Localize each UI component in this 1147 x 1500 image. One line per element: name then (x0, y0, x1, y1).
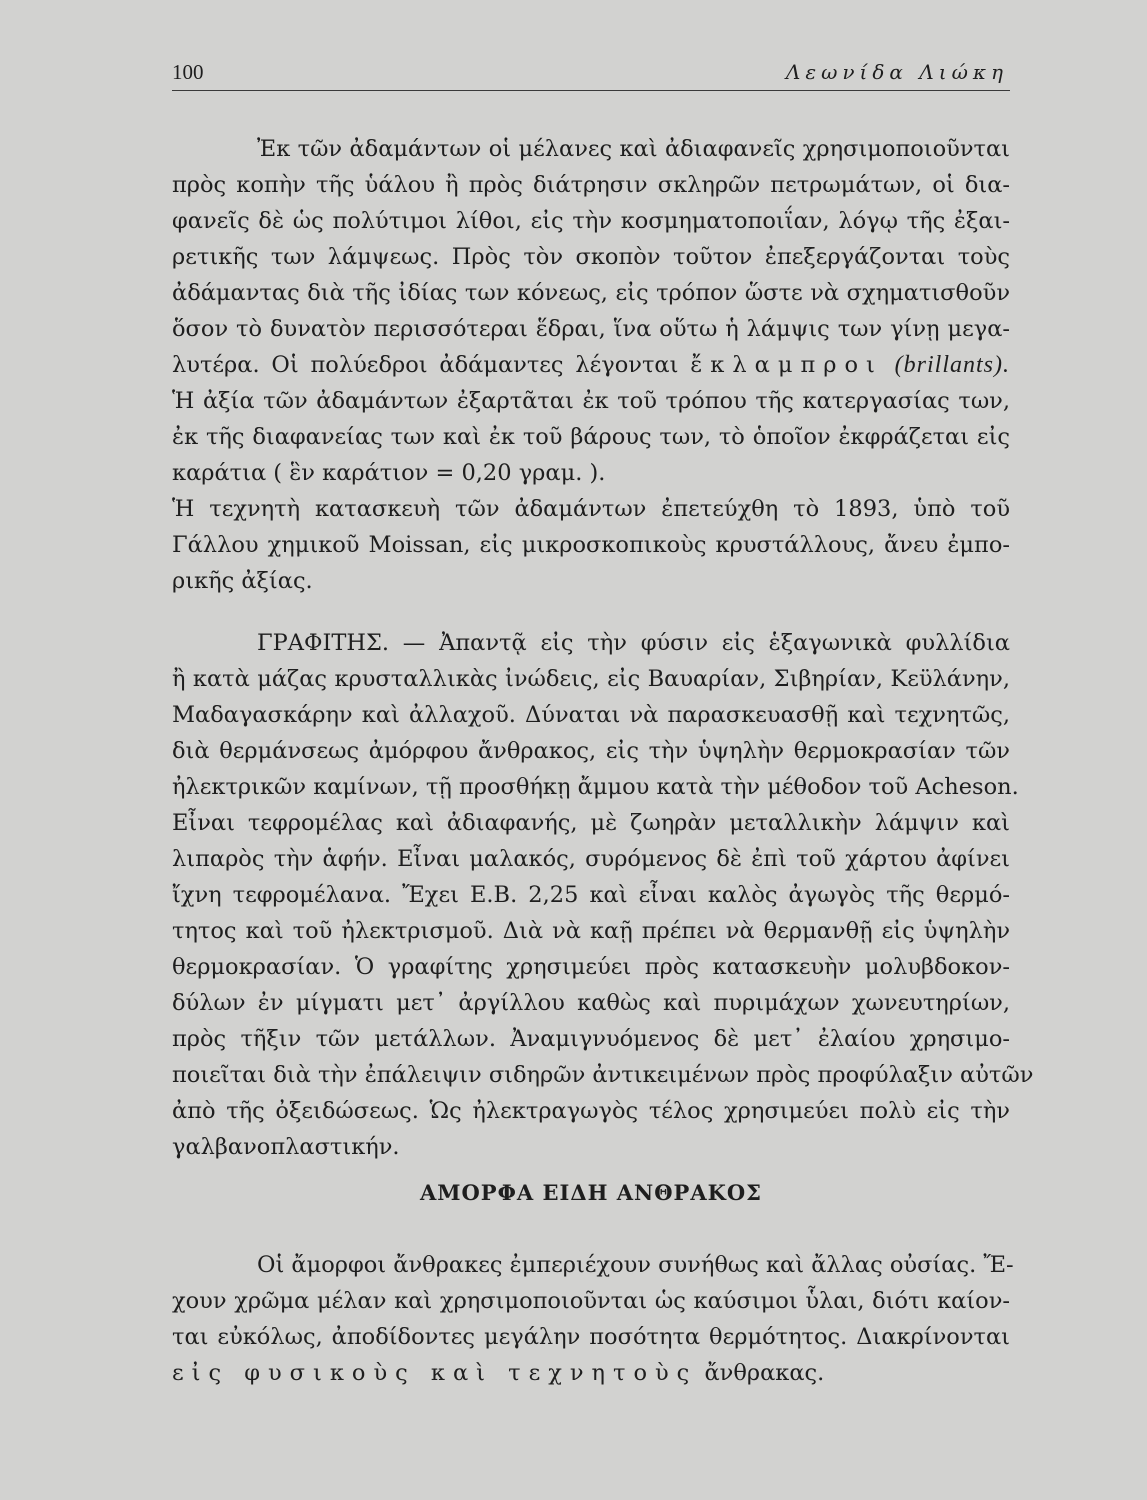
paragraph-line: ἢ κατὰ μάζας κρυσταλλικὰς ἰνώδεις, εἰς Βαυαρίαν, Σιβηρίαν, Κεϋλάνην, (172, 666, 1010, 692)
paragraph-line: Εἶναι τεφρομέλας καὶ ἀδιαφανής, μὲ ζωηρὰν μεταλλικὴν λάμψιν καὶ (172, 810, 1010, 836)
paragraph-line: χουν χρῶμα μέλαν καὶ χρησιμοποιοῦνται ὡς καύσιμοι ὗλαι, διότι καίον- (172, 1288, 1010, 1314)
paragraph-line: πρὸς κοπὴν τῆς ὑάλου ἢ πρὸς διάτρησιν σκληρῶν πετρωμάτων, οἱ δια- (172, 172, 1010, 198)
paragraph-line: Οἱ ἄμορφοι ἄνθρακες ἐμπεριέχουν συνήθως καὶ ἄλλας οὐσίας. Ἔ- (257, 1252, 1014, 1278)
paragraph-line: ἠλεκτρικῶν καμίνων, τῇ προσθήκῃ ἄμμου κατὰ τὴν μέθοδον τοῦ Acheson. (172, 774, 1019, 800)
paragraph-line: δύλων ἐν μίγματι μετ᾽ ἀργίλλου καθὼς καὶ πυριμάχων χωνευτηρίων, (172, 990, 1010, 1016)
paragraph-line: γαλβανοπλαστικήν. (172, 1134, 400, 1160)
line-text: λυτέρα. Οἱ πολύεδροι ἀδάμαντες λέγονται (172, 352, 679, 378)
paragraph-line: λιπαρὸς τὴν ἁφήν. Εἶναι μαλακός, συρόμενος δὲ ἐπὶ τοῦ χάρτου ἀφίνει (172, 846, 1010, 872)
paragraph-line: ἐκ τῆς διαφανείας των καὶ ἐκ τοῦ βάρους των, τὸ ὁποῖον ἐκφράζεται εἰς (172, 424, 1010, 450)
paragraph-line: ρικῆς ἀξίας. (172, 568, 313, 594)
line-text: ἄνθρακας. (704, 1360, 825, 1386)
paragraph-line: ποιεῖται διὰ τὴν ἐπάλειψιν σιδηρῶν ἀντικειμένων πρὸς προφύλαξιν αὐτῶν (172, 1062, 1034, 1088)
paragraph-line-brillants (172, 348, 1010, 388)
running-head: Λεωνίδα Λιώκη (785, 60, 1008, 84)
spaced-term: ἔκλαμπροι (690, 352, 883, 378)
paragraph-line: Ἐκ τῶν ἀδαμάντων οἱ μέλανες καὶ ἀδιαφανεῖς χρησιμοποιοῦνται (257, 136, 1010, 162)
paragraph-line: Μαδαγασκάρην καὶ ἀλλαχοῦ. Δύναται νὰ παρασκευασθῇ καὶ τεχνητῶς, (172, 702, 1010, 728)
paragraph-line: ΓΡΑΦΙΤΗΣ. — Ἀπαντᾷ εἰς τὴν φύσιν εἰς ἑξαγωνικὰ φυλλίδια (257, 630, 1010, 656)
paragraph-line: ἴχνη τεφρομέλανα. Ἔχει Ε.Β. 2,25 καὶ εἶναι καλὸς ἀγωγὸς τῆς θερμό- (172, 882, 1010, 908)
paragraph-line: Γάλλου χημικοῦ Moissan, εἰς μικροσκοπικοὺς κρυστάλλους, ἄνευ ἐμπο- (172, 532, 1010, 558)
paragraph-line: ἀδάμαντας διὰ τῆς ἰδίας των κόνεως, εἰς τρόπον ὥστε νὰ σχηματισθοῦν (172, 280, 1010, 306)
paragraph-line: καράτια ( ἓν καράτιον = 0,20 γραμ. ). (172, 460, 606, 486)
paragraph-line: ἀπὸ τῆς ὀξειδώσεως. Ὡς ἠλεκτραγωγὸς τέλος χρησιμεύει πολὺ εἰς τὴν (172, 1098, 1010, 1124)
paragraph-line-final (172, 1356, 1010, 1396)
paragraph-line: τητος καὶ τοῦ ἠλεκτρισμοῦ. Διὰ νὰ καῇ πρέπει νὰ θερμανθῇ εἰς ὑψηλὴν (172, 918, 1010, 944)
paragraph-line: ται εὐκόλως, ἀποδίδοντες μεγάλην ποσότητα θερμότητος. Διακρίνονται (172, 1324, 1010, 1350)
italic-term: (brillants). (894, 352, 1011, 378)
paragraph-line: διὰ θερμάνσεως ἀμόρφου ἄνθρακος, εἰς τὴν ὑψηλὴν θερμοκρασίαν τῶν (172, 738, 1010, 764)
paragraph-line: θερμοκρασίαν. Ὁ γραφίτης χρησιμεύει πρὸς κατασκευὴν μολυβδοκον- (172, 954, 1010, 980)
page-header (172, 60, 1010, 91)
paragraph-line: Ἡ τεχνητὴ κατασκευὴ τῶν ἀδαμάντων ἐπετεύχθη τὸ 1893, ὑπὸ τοῦ (172, 496, 1010, 522)
paragraph-line: πρὸς τῆξιν τῶν μετάλλων. Ἀναμιγνυόμενος δὲ μετ᾽ ἐλαίου χρησιμο- (172, 1026, 1010, 1052)
paragraph-line: φανεῖς δὲ ὡς πολύτιμοι λίθοι, εἰς τὴν κοσμηματοποιΐαν, λόγῳ τῆς ἐξαι- (172, 208, 1010, 234)
page-number: 100 (172, 60, 204, 84)
paragraph-line: ρετικῆς των λάμψεως. Πρὸς τὸν σκοπὸν τοῦτον ἐπεξεργάζονται τοὺς (172, 244, 1010, 270)
section-heading: ΑΜΟΡΦΑ ΕΙΔΗ ΑΝΘΡΑΚΟΣ (419, 1180, 763, 1205)
spaced-term: εἰς φυσικοὺς καὶ τεχνητοὺς (172, 1360, 698, 1386)
paragraph-line: ὅσον τὸ δυνατὸν περισσότεραι ἕδραι, ἵνα οὕτω ἡ λάμψις των γίνῃ μεγα- (172, 316, 1010, 342)
paragraph-line: Ἡ ἀξία τῶν ἀδαμάντων ἐξαρτᾶται ἐκ τοῦ τρόπου τῆς κατεργασίας των, (172, 388, 1010, 414)
